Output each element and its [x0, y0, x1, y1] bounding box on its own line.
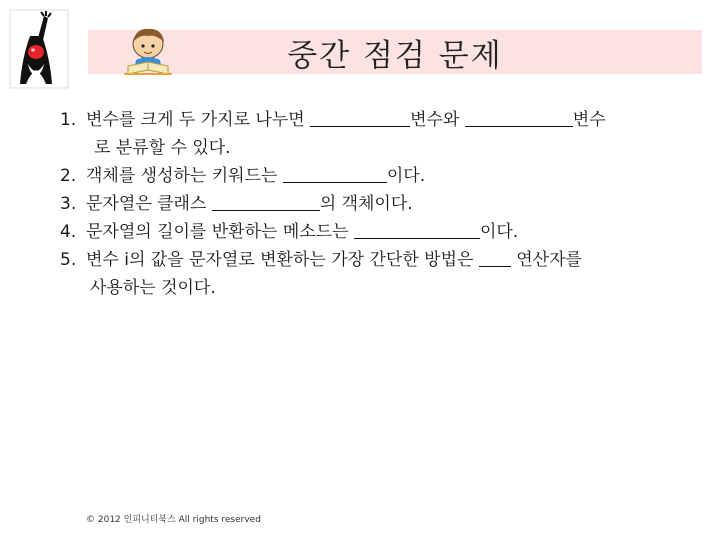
question-text-continued: 로 분류할 수 있다. — [94, 138, 231, 158]
question-text-part: 연산자를 — [510, 250, 582, 270]
copyright-footer: © 2012 인피니티북스 All rights reserved — [86, 515, 261, 525]
answer-blank[interactable] — [212, 192, 320, 211]
duke-mascot-icon — [8, 8, 72, 92]
question-number: 5. — [60, 250, 77, 270]
question-text — [86, 106, 710, 162]
question-number: 2. — [60, 166, 77, 186]
question-number: 1. — [60, 110, 77, 130]
question-text — [86, 162, 710, 190]
question-4 — [60, 218, 710, 246]
question-text-continued: 사용하는 것이다. — [90, 278, 216, 298]
answer-blank[interactable] — [283, 164, 387, 183]
question-text — [86, 190, 710, 218]
question-text-part: 변수 i의 값을 문자열로 변환하는 가장 간단한 방법은 — [86, 250, 479, 270]
answer-blank[interactable] — [465, 108, 573, 127]
question-text-part: 이다. — [479, 222, 519, 242]
question-text — [86, 218, 710, 246]
answer-blank[interactable] — [310, 108, 410, 127]
question-text-part: 문자열은 클래스 — [86, 194, 212, 214]
question-number: 4. — [60, 222, 77, 242]
title-banner — [88, 30, 702, 74]
question-text-part: 의 객체이다. — [319, 194, 413, 214]
reading-student-icon — [118, 22, 178, 78]
question-text-part: 변수를 크게 두 가지로 나누면 — [86, 110, 311, 130]
question-text-part: 변수와 — [410, 110, 465, 130]
question-2 — [60, 162, 710, 190]
question-text-part: 문자열의 길이를 반환하는 메소드는 — [86, 222, 354, 242]
question-text-part: 이다. — [386, 166, 426, 186]
question-text-part: 변수 — [572, 110, 606, 130]
question-3 — [60, 190, 710, 218]
page-title: 중간 점검 문제 — [287, 37, 503, 74]
question-text-part: 객체를 생성하는 키워드는 — [86, 166, 283, 186]
question-1 — [60, 106, 710, 162]
answer-blank[interactable] — [479, 248, 511, 267]
question-list — [60, 106, 710, 302]
question-text — [86, 246, 710, 302]
question-number: 3. — [60, 194, 77, 214]
question-5 — [60, 246, 710, 302]
answer-blank[interactable] — [354, 220, 480, 239]
